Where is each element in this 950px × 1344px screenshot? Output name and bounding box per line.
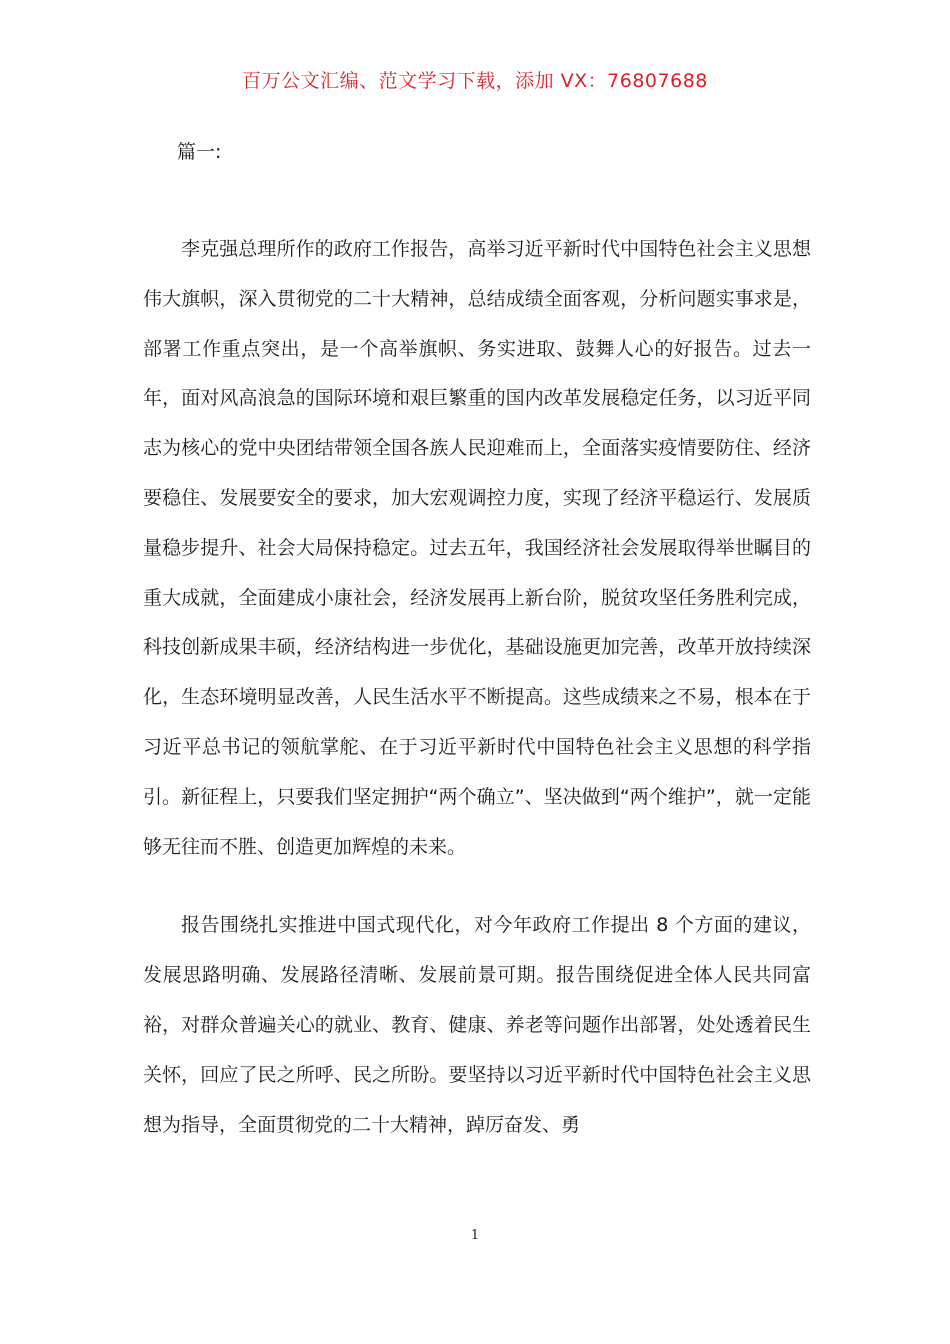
section-title: 篇一: (177, 141, 222, 163)
document-body (143, 132, 811, 1150)
paragraph-2: 报告围绕扎实推进中国式现代化，对今年政府工作提出 8 个方面的建议，发展思路明确、发展路径清晰、发展前景可期。报告围绕促进全体人民共同富裕，对群众普遍关心的就业、教育、健康、养老等问题作出部署，处处透着民生关怀，回应了民之所呼、民之所盼。要坚持以习近平新时代中国特色社会主义思想为指导，全面贯彻党的二十大精神，踔厉奋发、勇 (143, 914, 811, 1136)
watermark-header: 百万公文汇编、范文学习下载，添加 VX：76807688 (242, 70, 708, 92)
page-number: 1 (470, 1228, 480, 1243)
paragraph-1: 李克强总理所作的政府工作报告，高举习近平新时代中国特色社会主义思想伟大旗帜，深入贯彻党的二十大精神，总结成绩全面客观，分析问题实事求是，部署工作重点突出，是一个高举旗帜、务实进取、鼓舞人心的好报告。过去一年，面对风高浪急的国际环境和艰巨繁重的国内改革发展稳定任务，以习近平同志为核心的党中央团结带领全国各族人民迎难而上，全面落实疫情要防住、经济要稳住、发展要安全的要求，加大宏观调控力度，实现了经济平稳运行、发展质量稳步提升、社会大局保持稳定。过去五年，我国经济社会发展取得举世瞩目的重大成就，全面建成小康社会，经济发展再上新台阶，脱贫攻坚任务胜利完成，科技创新成果丰硕，经济结构进一步优化，基础设施更加完善，改革开放持续深化，生态环境明显改善，人民生活水平不断提高。这些成绩来之不易，根本在于习近平总书记的领航掌舵、在于习近平新时代中国特色社会主义思想的科学指引。新征程上，只要我们坚定拥护“两个确立”、坚决做到“两个维护”，就一定能够无往而不胜、创造更加辉煌的未来。 (143, 238, 811, 858)
